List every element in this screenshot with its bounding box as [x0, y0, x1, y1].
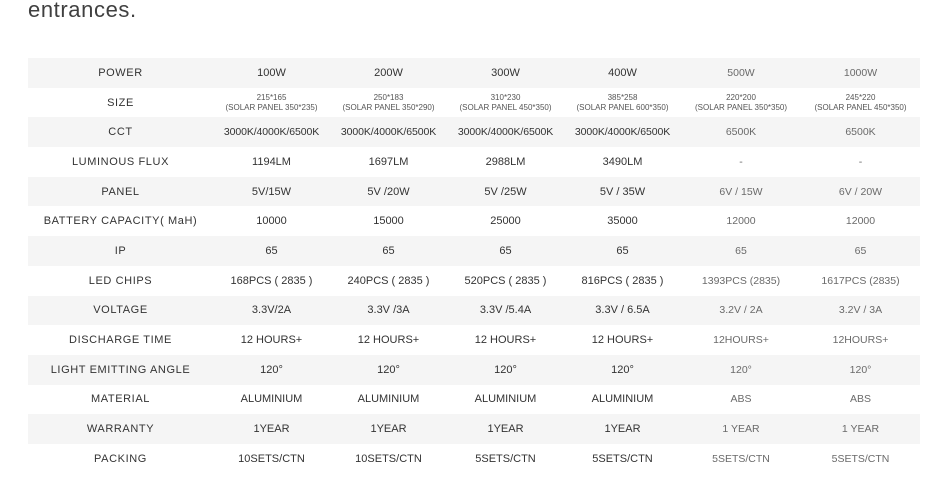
spec-value: ALUMINIUM — [447, 385, 564, 415]
spec-value: 1000W — [801, 58, 920, 88]
spec-value: ABS — [681, 385, 801, 415]
spec-value: 3000K/4000K/6500K — [564, 117, 681, 147]
row-label: LED CHIPS — [28, 266, 213, 296]
row-material — [28, 385, 920, 415]
spec-value: 120° — [213, 355, 330, 385]
row-label: LUMINOUS FLUX — [28, 147, 213, 177]
solar-panel-size: (SOLAR PANEL 600*350) — [576, 102, 669, 112]
size-dimensions: 245*220 — [845, 92, 876, 102]
row-label: WARRANTY — [28, 414, 213, 444]
spec-value: 12HOURS+ — [681, 325, 801, 355]
spec-value: 5SETS/CTN — [564, 444, 681, 474]
spec-value: 1 YEAR — [681, 414, 801, 444]
row-size — [28, 88, 920, 118]
spec-value: 12000 — [801, 206, 920, 236]
row-label: POWER — [28, 58, 213, 88]
spec-value: 200W — [330, 58, 447, 88]
spec-value: 3.3V /3A — [330, 296, 447, 326]
spec-value: 1697LM — [330, 147, 447, 177]
spec-value: ALUMINIUM — [564, 385, 681, 415]
row-discharge-time — [28, 325, 920, 355]
spec-value: 520PCS ( 2835 ) — [447, 266, 564, 296]
spec-value: 12 HOURS+ — [213, 325, 330, 355]
spec-value: 65 — [213, 236, 330, 266]
spec-value: 1617PCS (2835) — [801, 266, 920, 296]
size-value — [681, 88, 801, 118]
spec-value: 1YEAR — [213, 414, 330, 444]
spec-value: 10SETS/CTN — [213, 444, 330, 474]
row-warranty — [28, 414, 920, 444]
size-dimensions: 310*230 — [490, 92, 521, 102]
size-value — [801, 88, 920, 118]
spec-value: 1YEAR — [564, 414, 681, 444]
row-label: MATERIAL — [28, 385, 213, 415]
spec-value: 1194LM — [213, 147, 330, 177]
spec-value: 5SETS/CTN — [447, 444, 564, 474]
size-value — [330, 88, 447, 118]
spec-value: 3.2V / 3A — [801, 296, 920, 326]
spec-value: 12 HOURS+ — [564, 325, 681, 355]
size-dimensions: 215*165 — [256, 92, 287, 102]
row-label: VOLTAGE — [28, 296, 213, 326]
spec-value: 10000 — [213, 206, 330, 236]
spec-value: ALUMINIUM — [330, 385, 447, 415]
row-label: LIGHT EMITTING ANGLE — [28, 355, 213, 385]
row-label: CCT — [28, 117, 213, 147]
spec-value: 168PCS ( 2835 ) — [213, 266, 330, 296]
spec-value: 300W — [447, 58, 564, 88]
row-label: SIZE — [28, 88, 213, 118]
row-label: DISCHARGE TIME — [28, 325, 213, 355]
row-light-emitting-angle — [28, 355, 920, 385]
size-dimensions: 250*183 — [373, 92, 404, 102]
spec-value: 5V / 35W — [564, 177, 681, 207]
spec-value: 1393PCS (2835) — [681, 266, 801, 296]
spec-value: 3000K/4000K/6500K — [213, 117, 330, 147]
row-panel — [28, 177, 920, 207]
intro-text: entrances. — [28, 0, 137, 22]
spec-value: 120° — [447, 355, 564, 385]
row-label: PANEL — [28, 177, 213, 207]
spec-value: 816PCS ( 2835 ) — [564, 266, 681, 296]
spec-value: 120° — [564, 355, 681, 385]
spec-value: 400W — [564, 58, 681, 88]
spec-value: - — [681, 147, 801, 177]
spec-value: 120° — [801, 355, 920, 385]
spec-value: 3490LM — [564, 147, 681, 177]
row-packing — [28, 444, 920, 474]
row-label: IP — [28, 236, 213, 266]
spec-value: 35000 — [564, 206, 681, 236]
spec-value: 15000 — [330, 206, 447, 236]
solar-panel-size: (SOLAR PANEL 350*350) — [694, 102, 788, 112]
spec-value: 65 — [801, 236, 920, 266]
row-cct — [28, 117, 920, 147]
spec-value: 6500K — [801, 117, 920, 147]
spec-value: 5V /20W — [330, 177, 447, 207]
spec-value: 3.3V /5.4A — [447, 296, 564, 326]
spec-value: - — [801, 147, 920, 177]
row-voltage — [28, 296, 920, 326]
spec-value: 5V /25W — [447, 177, 564, 207]
solar-panel-size: (SOLAR PANEL 450*350) — [459, 102, 552, 112]
spec-value: 100W — [213, 58, 330, 88]
size-value — [213, 88, 330, 118]
spec-value: 25000 — [447, 206, 564, 236]
spec-value: 12 HOURS+ — [330, 325, 447, 355]
size-dimensions: 385*258 — [607, 92, 638, 102]
spec-value: 500W — [681, 58, 801, 88]
spec-value: 1YEAR — [447, 414, 564, 444]
row-ip — [28, 236, 920, 266]
spec-value: 65 — [681, 236, 801, 266]
row-battery-capacity — [28, 206, 920, 236]
solar-panel-size: (SOLAR PANEL 350*235) — [225, 102, 318, 112]
spec-value: 3.3V/2A — [213, 296, 330, 326]
spec-value: 5V/15W — [213, 177, 330, 207]
spec-value: 240PCS ( 2835 ) — [330, 266, 447, 296]
spec-value: 3.3V / 6.5A — [564, 296, 681, 326]
spec-value: 5SETS/CTN — [801, 444, 920, 474]
spec-value: 3000K/4000K/6500K — [330, 117, 447, 147]
spec-value: 1 YEAR — [801, 414, 920, 444]
row-luminous-flux — [28, 147, 920, 177]
spec-table — [28, 58, 920, 474]
spec-value: 65 — [447, 236, 564, 266]
spec-value: ABS — [801, 385, 920, 415]
spec-value: 120° — [681, 355, 801, 385]
spec-value: 5SETS/CTN — [681, 444, 801, 474]
spec-value: 12HOURS+ — [801, 325, 920, 355]
row-led-chips — [28, 266, 920, 296]
size-value — [447, 88, 564, 118]
spec-value: 65 — [564, 236, 681, 266]
spec-value: 3.2V / 2A — [681, 296, 801, 326]
spec-value: 1YEAR — [330, 414, 447, 444]
spec-value: 6V / 20W — [801, 177, 920, 207]
size-value — [564, 88, 681, 118]
spec-value: 12000 — [681, 206, 801, 236]
solar-panel-size: (SOLAR PANEL 450*350) — [814, 102, 907, 112]
solar-panel-size: (SOLAR PANEL 350*290) — [342, 102, 435, 112]
row-power — [28, 58, 920, 88]
spec-value: ALUMINIUM — [213, 385, 330, 415]
spec-value: 6500K — [681, 117, 801, 147]
spec-value: 12 HOURS+ — [447, 325, 564, 355]
spec-value: 3000K/4000K/6500K — [447, 117, 564, 147]
row-label: PACKING — [28, 444, 213, 474]
spec-value: 6V / 15W — [681, 177, 801, 207]
spec-value: 65 — [330, 236, 447, 266]
size-dimensions: 220*200 — [726, 92, 756, 102]
spec-value: 10SETS/CTN — [330, 444, 447, 474]
spec-value: 120° — [330, 355, 447, 385]
row-label: BATTERY CAPACITY( MaH) — [28, 206, 213, 236]
spec-value: 2988LM — [447, 147, 564, 177]
